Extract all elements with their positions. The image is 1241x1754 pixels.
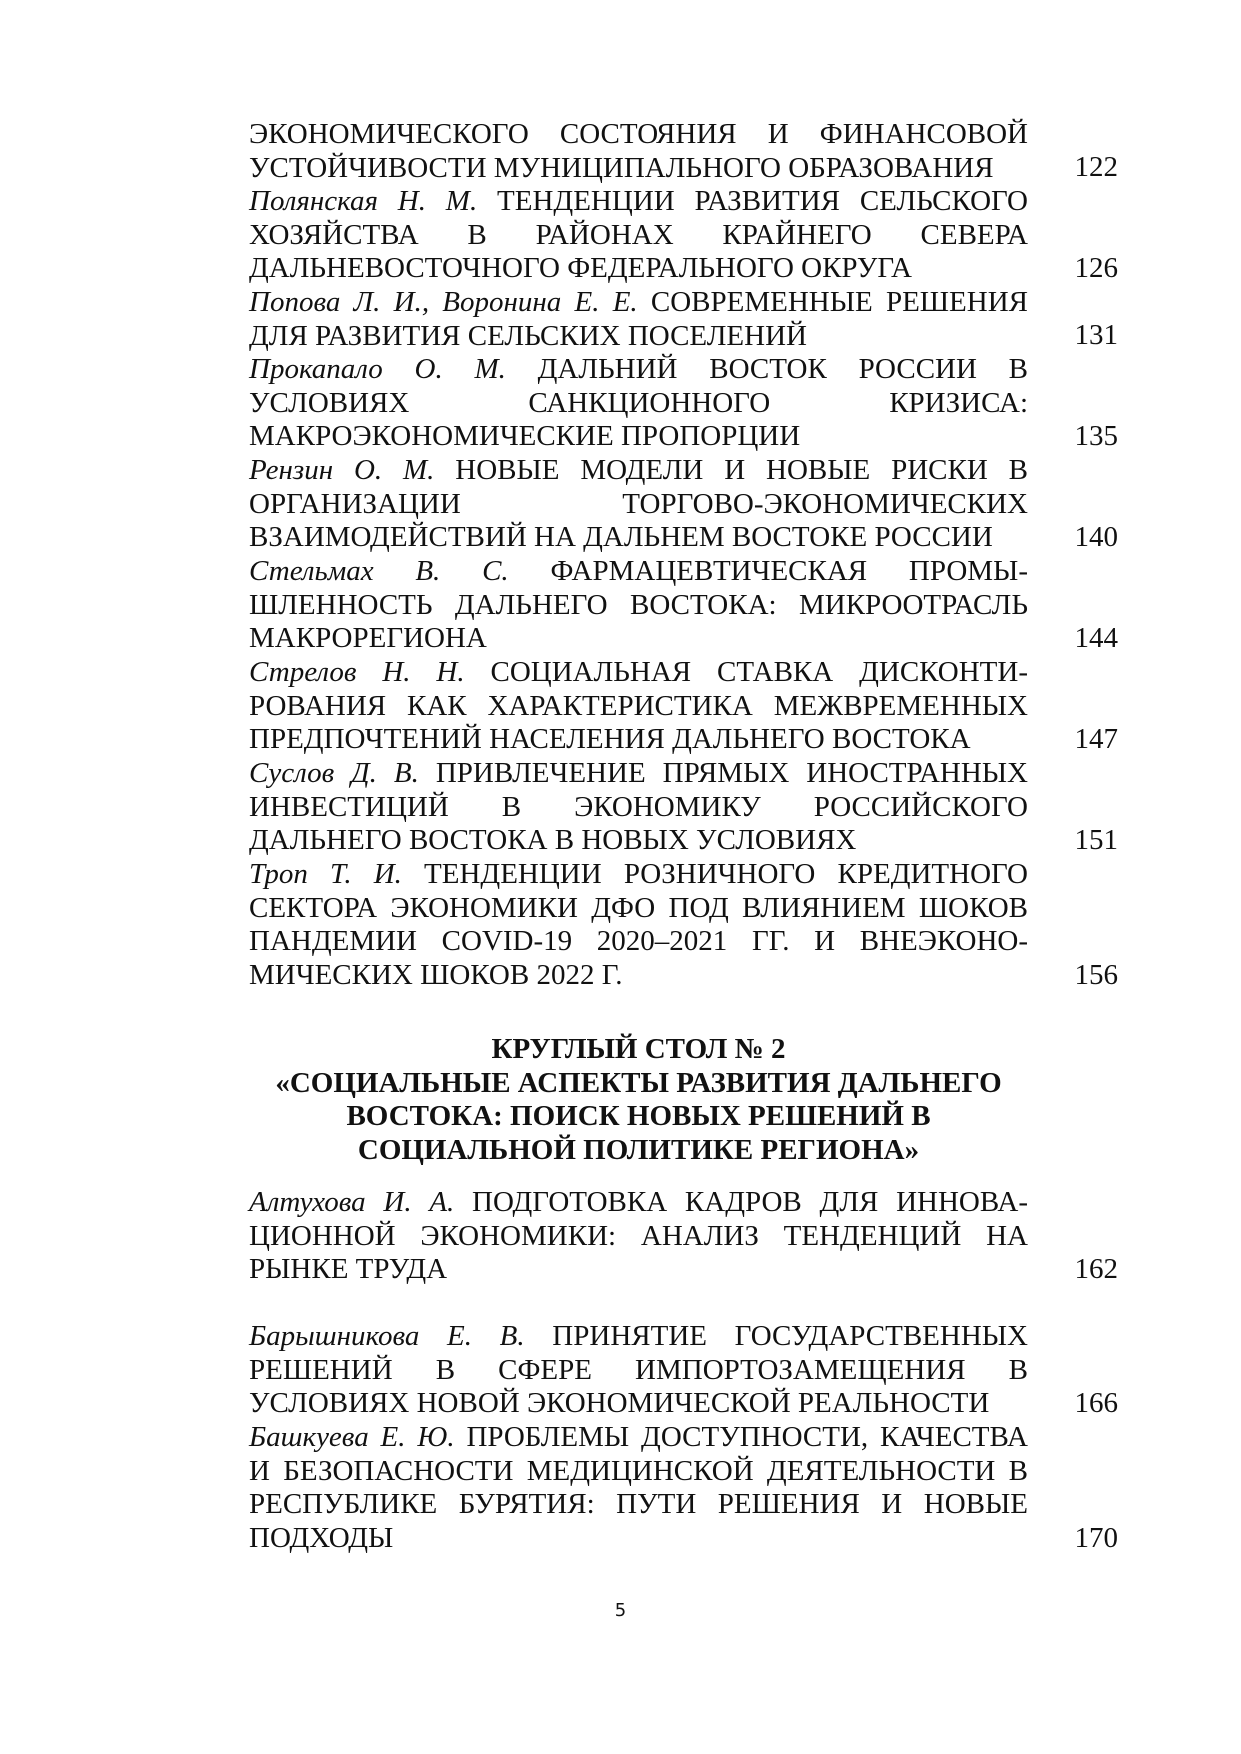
toc-line: ЦИОННОЙ ЭКОНОМИКИ: АНАЛИЗ ТЕНДЕНЦИЙ НА [249, 1219, 1028, 1252]
toc-entry [249, 555, 1028, 656]
toc-line: ДАЛЬНЕГО ВОСТОКА В НОВЫХ УСЛОВИЯХ [249, 824, 857, 857]
toc-page-number: 131 [1074, 319, 1118, 351]
toc-entry [249, 656, 1028, 757]
toc-line [249, 656, 1028, 690]
toc-line [249, 1421, 1028, 1455]
section-heading-line: КРУГЛЫЙ СТОЛ № 2 [491, 1033, 786, 1065]
toc-page-number: 144 [1074, 622, 1118, 654]
toc-page-number: 140 [1074, 521, 1118, 553]
toc-line: МАКРОЭКОНОМИЧЕСКИЕ ПРОПОРЦИИ [249, 420, 801, 453]
toc-line: РЕСПУБЛИКЕ БУРЯТИЯ: ПУТИ РЕШЕНИЯ И НОВЫЕ [249, 1488, 1028, 1521]
toc-title-part: ДАЛЬНИЙ ВОСТОК РОССИИ В [505, 353, 1029, 385]
toc-line [249, 757, 1028, 791]
toc-line [249, 286, 1028, 320]
section-heading-line: «СОЦИАЛЬНЫЕ АСПЕКТЫ РАЗВИТИЯ ДАЛЬНЕГО [275, 1066, 1002, 1099]
toc-title-part: ПРИВЛЕЧЕНИЕ ПРЯМЫХ ИНОСТРАННЫХ [418, 757, 1029, 789]
toc-page-numbers-top [1048, 118, 1118, 1018]
toc-page-number: 166 [1074, 1387, 1118, 1419]
toc-line: МИЧЕСКИХ ШОКОВ 2022 Г. [249, 958, 623, 991]
toc-entry [249, 1186, 1028, 1287]
toc-line: РЫНКЕ ТРУДА [249, 1253, 448, 1286]
toc-page-number: 162 [1074, 1253, 1118, 1285]
toc-line: ИНВЕСТИЦИЙ В ЭКОНОМИКУ РОССИЙСКОГО [249, 790, 1028, 823]
toc-line: И БЕЗОПАСНОСТИ МЕДИЦИНСКОЙ ДЕЯТЕЛЬНОСТИ В [249, 1454, 1028, 1487]
toc-page-number: 156 [1074, 959, 1118, 991]
toc-title-part: ТЕНДЕНЦИИ РОЗНИЧНОГО КРЕДИТНОГО [401, 858, 1029, 890]
toc-page-number: 147 [1074, 723, 1118, 755]
toc-entry [249, 757, 1028, 858]
toc-line: МАКРОРЕГИОНА [249, 622, 487, 655]
toc-line: ЭКОНОМИЧЕСКОГО СОСТОЯНИЯ И ФИНАНСОВОЙ [249, 118, 1028, 150]
toc-title-part: НОВЫЕ МОДЕЛИ И НОВЫЕ РИСКИ В [434, 454, 1028, 486]
toc-title-part: СОЦИАЛЬНАЯ СТАВКА ДИСКОНТИ- [464, 656, 1028, 688]
toc-page-number: 122 [1074, 151, 1118, 183]
toc-line: ВЗАИМОДЕЙСТВИЙ НА ДАЛЬНЕМ ВОСТОКЕ РОССИИ [249, 521, 993, 554]
toc-title-part: ТЕНДЕНЦИИ РАЗВИТИЯ СЕЛЬСКОГО [477, 185, 1028, 217]
toc-line [249, 454, 1028, 488]
toc-title-part: ФАРМАЦЕВТИЧЕСКАЯ ПРОМЫ- [508, 555, 1029, 587]
toc-line: ПОДХОДЫ [249, 1521, 394, 1554]
toc-page-number: 170 [1074, 1522, 1118, 1554]
toc-line: УСЛОВИЯХ НОВОЙ ЭКОНОМИЧЕСКОЙ РЕАЛЬНОСТИ [249, 1387, 990, 1420]
toc-line [249, 185, 1028, 219]
toc-author: Суслов Д. В. [249, 757, 419, 789]
toc-entry [249, 185, 1028, 286]
toc-line [249, 1186, 1028, 1220]
toc-author: Стельмах В. С. [249, 555, 509, 587]
toc-line [249, 1320, 1028, 1354]
toc-entry [249, 118, 1028, 185]
toc-author: Стрелов Н. Н. [249, 656, 465, 688]
toc-title-part: ПОДГОТОВКА КАДРОВ ДЛЯ ИННОВА- [454, 1186, 1028, 1218]
toc-line: ХОЗЯЙСТВА В РАЙОНАХ КРАЙНЕГО СЕВЕРА [249, 218, 1028, 251]
toc-page-number: 135 [1074, 420, 1118, 452]
toc-line [249, 353, 1028, 387]
toc-line: РЕШЕНИЙ В СФЕРЕ ИМПОРТОЗАМЕЩЕНИЯ В [249, 1353, 1028, 1386]
toc-line [249, 555, 1028, 589]
page-footer-number: 5 [614, 1600, 627, 1621]
toc-entry [249, 353, 1028, 454]
toc-page-number: 151 [1074, 824, 1118, 856]
toc-entry [249, 454, 1028, 555]
section-heading [249, 1033, 1028, 1167]
toc-line: СЕКТОРА ЭКОНОМИКИ ДФО ПОД ВЛИЯНИЕМ ШОКОВ [249, 891, 1028, 924]
toc-author: Рензин О. М. [249, 454, 435, 486]
section-heading-line: ВОСТОКА: ПОИСК НОВЫХ РЕШЕНИЙ В [346, 1100, 931, 1133]
toc-entry [249, 1421, 1028, 1555]
toc-author: Прокапало О. М. [249, 353, 506, 385]
toc-line: УСЛОВИЯХ САНКЦИОННОГО КРИЗИСА: [249, 386, 1028, 419]
toc-title-part: СОВРЕМЕННЫЕ РЕШЕНИЯ [637, 286, 1028, 318]
toc-author: Барышникова Е. В. [249, 1320, 525, 1352]
toc-line: ДЛЯ РАЗВИТИЯ СЕЛЬСКИХ ПОСЕЛЕНИЙ [249, 319, 807, 352]
toc-page-numbers-bottom [1048, 1186, 1118, 1586]
toc-line: ДАЛЬНЕВОСТОЧНОГО ФЕДЕРАЛЬНОГО ОКРУГА [249, 252, 912, 285]
toc-line: ШЛЕННОСТЬ ДАЛЬНЕГО ВОСТОКА: МИКРООТРАСЛЬ [249, 588, 1028, 621]
toc-page-number: 126 [1074, 252, 1118, 284]
toc-author: Полянская Н. М. [249, 185, 478, 217]
toc-line: ПРЕДПОЧТЕНИЙ НАСЕЛЕНИЯ ДАЛЬНЕГО ВОСТОКА [249, 723, 971, 756]
section-heading-line: СОЦИАЛЬНОЙ ПОЛИТИКЕ РЕГИОНА» [357, 1133, 920, 1166]
toc-line: ОРГАНИЗАЦИИ ТОРГОВО-ЭКОНОМИЧЕСКИХ [249, 487, 1028, 520]
toc-entry [249, 286, 1028, 353]
toc-title-part: ПРОБЛЕМЫ ДОСТУПНОСТИ, КАЧЕСТВА [454, 1421, 1028, 1453]
toc-line: УСТОЙЧИВОСТИ МУНИЦИПАЛЬНОГО ОБРАЗОВАНИЯ [249, 151, 994, 184]
toc-author: Попова Л. И., Воронина Е. Е. [249, 286, 638, 318]
toc-title-part: ПРИНЯТИЕ ГОСУДАРСТВЕННЫХ [524, 1320, 1028, 1352]
toc-author: Башкуева Е. Ю. [249, 1421, 455, 1453]
toc-line [249, 858, 1028, 892]
toc-author: Алтухова И. А. [249, 1186, 455, 1218]
toc-entry [249, 1320, 1028, 1421]
toc-author: Троп Т. И. [249, 858, 402, 890]
toc-entry [249, 858, 1028, 992]
toc-line: ПАНДЕМИИ COVID-19 2020–2021 ГГ. И ВНЕЭКОНО- [249, 925, 1028, 958]
toc-line: РОВАНИЯ КАК ХАРАКТЕРИСТИКА МЕЖВРЕМЕННЫХ [249, 689, 1028, 722]
